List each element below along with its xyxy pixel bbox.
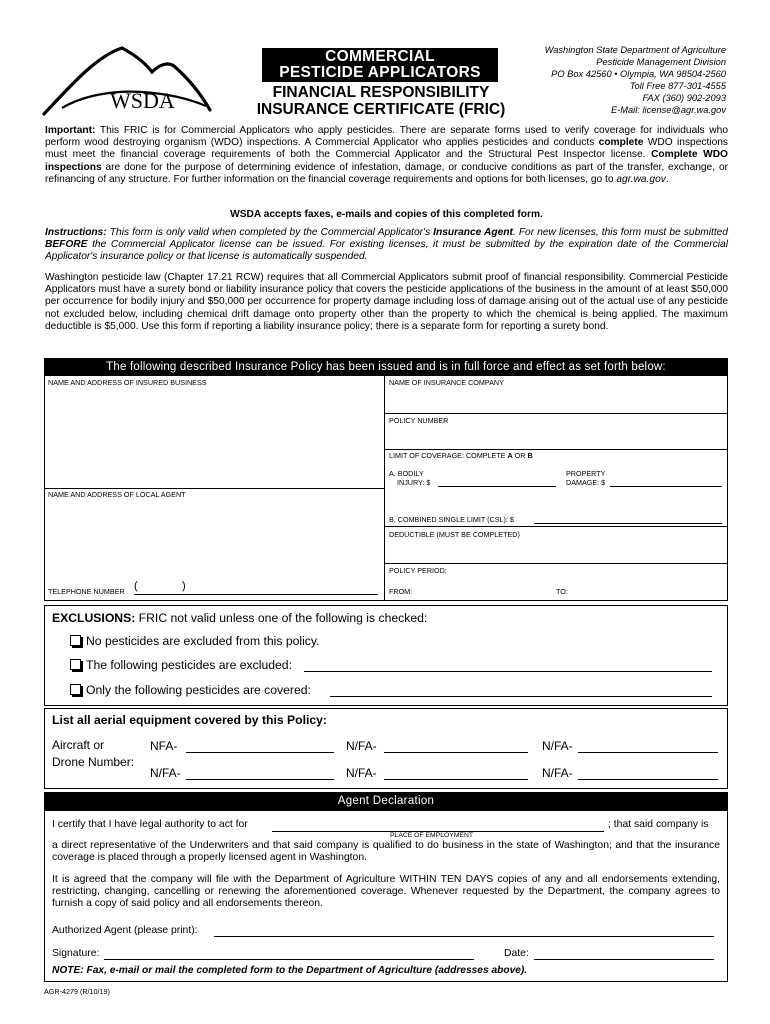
date-field[interactable] [534,959,714,960]
policy-divider [384,376,385,601]
title-sub [240,84,522,118]
important-paragraph [45,125,728,186]
checkbox[interactable] [70,659,81,670]
to-label: TO: [556,587,568,596]
important-label: Important: [45,125,96,136]
place-of-employment-label: PLACE OF EMPLOYMENT [390,832,474,839]
excluded-pesticides-field[interactable] [304,671,712,672]
exclusion-option-excluded[interactable]: The following pesticides are excluded: [70,658,292,672]
logo-text: WSDA [110,88,175,113]
complete-wdo-label: Complete WDO inspections [45,149,728,173]
insurance-company-label: NAME OF INSURANCE COMPANY [389,378,504,387]
accepts-notice: WSDA accepts faxes, e-mails and copies of this completed form. [230,209,543,220]
title-line-4: INSURANCE CERTIFICATE (FRIC) [256,101,506,118]
telephone-field[interactable] [134,594,378,595]
nfa-label: N/FA- [346,766,377,780]
insurance-agent-label: Insurance Agent [433,227,513,238]
nfa-label: N/FA- [542,739,573,753]
certify-text-3: a direct representative of the Underwriters and that said company is qualified to do business in the state of Washington; and that the insurance coverage is placed through a properly licensed agent in Washington. [52,840,720,864]
important-complete: complete [598,137,644,149]
aerial-title: List all aerial equipment covered by this Policy: [52,713,327,727]
checkbox[interactable] [70,684,81,695]
agency-line: Washington State Department of Agriculture [544,45,726,55]
local-agent-field[interactable] [46,502,382,578]
instructions-text-3: the Commercial Applicator license can be issued. For existing licenses, it must be submitted by the expiration date of the Commercial Applicator's insurance policy or that license is automatically suspended. [45,239,728,263]
divider [385,449,728,450]
divider [385,563,728,564]
important-end: . [665,173,669,185]
agency-email: E-Mail: license@agr.wa.gov [610,105,726,116]
aircraft-field[interactable] [578,779,718,780]
policy-band: The following described Insurance Policy has been issued and is in full force and effect as set forth below: [44,358,728,376]
exclusion-option-none[interactable]: No pesticides are excluded from this policy. [70,634,319,648]
agency-line: Pesticide Management Division [596,57,726,68]
deductible-label: DEDUCTIBLE (MUST BE COMPLETED) [389,530,520,539]
nfa-label: N/FA- [346,739,377,753]
wsda-logo [42,44,212,118]
insurance-company-field[interactable] [388,390,726,412]
signature-label: Signature: [52,948,100,959]
exclusions-heading [52,611,427,625]
aircraft-field[interactable] [384,779,528,780]
agency-line: Toll Free 877-301-4555 [629,81,726,92]
divider [44,488,384,489]
injury-label: INJURY: $ [397,478,431,487]
limit-label: LIMIT OF COVERAGE: COMPLETE A OR B [389,451,533,460]
property-label: PROPERTY [566,469,606,478]
agreement-text: It is agreed that the company will file with the Department of Agriculture WITHIN TEN DAYS copies of any and all endorsements extending, restricting, changing, cancelling or renewing the aforementioned coverage. Whenever requested by the Department, the company agrees to furnish a copy of said policy and all endorsements thereon. [52,874,720,910]
important-text-2: WDO inspections must meet the financial coverage requirements of both the Commercial Applicator and the Structural Pest Inspector license. [45,137,728,161]
authorized-agent-field[interactable] [214,936,714,937]
aircraft-field[interactable] [578,752,718,753]
insured-business-label: NAME AND ADDRESS OF INSURED BUSINESS [48,378,207,387]
agency-address [506,44,726,117]
covered-pesticides-field[interactable] [330,696,712,697]
form-number: AGR-4279 (R/10/19) [44,987,110,996]
phone-open: ( [134,580,138,592]
checkbox[interactable] [70,635,81,646]
agency-line: FAX (360) 902-2093 [642,93,726,104]
exclusions-text: FRIC not valid unless one of the following is checked: [135,611,428,625]
aircraft-label: Aircraft or Drone Number: [52,738,135,769]
aircraft-field[interactable] [186,752,334,753]
certify-text: I certify that I have legal authority to act for [52,819,248,830]
certify-text-2: ; that said company is [608,819,709,830]
policy-number-label: POLICY NUMBER [389,416,449,425]
website-link[interactable]: agr.wa.gov [616,173,666,185]
damage-label: DAMAGE: $ [566,478,606,487]
instructions-text: This form is only valid when completed by the Commercial Applicator's [106,227,434,238]
to-date-field[interactable] [572,583,722,595]
divider [385,413,728,414]
nfa-label: N/FA- [150,766,181,780]
aircraft-field[interactable] [186,779,334,780]
telephone-label: TELEPHONE NUMBER [48,587,125,596]
note-text: NOTE: Fax, e-mail or mail the completed form to the Department of Agriculture (addresses above). [52,965,528,976]
aircraft-field[interactable] [384,752,528,753]
bodily-label: A. BODILY [389,469,424,478]
from-label: FROM: [389,587,413,596]
title-line-2: PESTICIDE APPLICATORS [279,64,481,81]
date-label: Date: [504,948,529,959]
instructions-paragraph [45,227,728,264]
important-text: This FRIC is for Commercial Applicators who apply pesticides. There are separate forms used to verify coverage for individuals who perform wood destroying organism (WDO) inspections. A Commercial Applicator who applies pesticides and conducts [45,125,728,149]
csl-label: B. COMBINED SINGLE LIMIT (CSL): $ [389,515,514,524]
deductible-field[interactable] [388,541,726,561]
law-paragraph: Washington pesticide law (Chapter 17.21 RCW) requires that all Commercial Applicators submit proof of financial responsibility. Commercial Pesticide Applicators must have a surety bond or liability insurance policy that covers the pesticide applications of the business in the amount of at least $50,000 per occurrence for bodily injury and $50,000 per occurrence for property damage including loss of damage arising out of the actual use of any pesticide not excluded below, including chemical drift damage onto property other than the property to which the chemical is being applied. The maximum deductible is $5,000. Use this form if reporting a liability insurance policy; there is a separate form for reporting a surety bond. [45,272,728,332]
exclusion-option-covered[interactable]: Only the following pesticides are covered: [70,683,311,697]
divider [385,526,728,527]
csl-field[interactable] [534,523,722,524]
exclusions-label: EXCLUSIONS: [52,611,136,625]
before-label: BEFORE [45,239,88,251]
nfa-label: N/FA- [542,766,573,780]
signature-field[interactable] [104,959,474,960]
title-line-3: FINANCIAL RESPONSIBILITY [272,84,490,101]
property-damage-field[interactable] [610,486,722,487]
important-text-3: are done for the purpose of determining evidence of infestation, damage, or conducive conditions as part of the transfer, exchange, or refinancing of any structure. For further information on the financial coverage requirements and options for both licenses, go to [45,161,728,185]
agency-line: PO Box 42560 • Olympia, WA 98504-2560 [551,69,726,80]
instructions-label: Instructions: [45,227,107,238]
agent-band: Agent Declaration [44,792,728,811]
local-agent-label: NAME AND ADDRESS OF LOCAL AGENT [48,490,186,499]
insured-business-field[interactable] [46,390,382,486]
policy-period-label: POLICY PERIOD: [389,566,447,575]
nfa-label: NFA- [150,739,178,753]
bodily-injury-field[interactable] [438,486,556,487]
phone-close: ) [182,580,186,592]
from-date-field[interactable] [416,583,536,595]
title-box [262,48,498,82]
policy-number-field[interactable] [388,428,726,448]
title-line-1: COMMERCIAL [325,48,435,65]
instructions-text-2: . For new licenses, this form must be submitted [512,227,728,238]
authorized-agent-label: Authorized Agent (please print): [52,925,198,936]
